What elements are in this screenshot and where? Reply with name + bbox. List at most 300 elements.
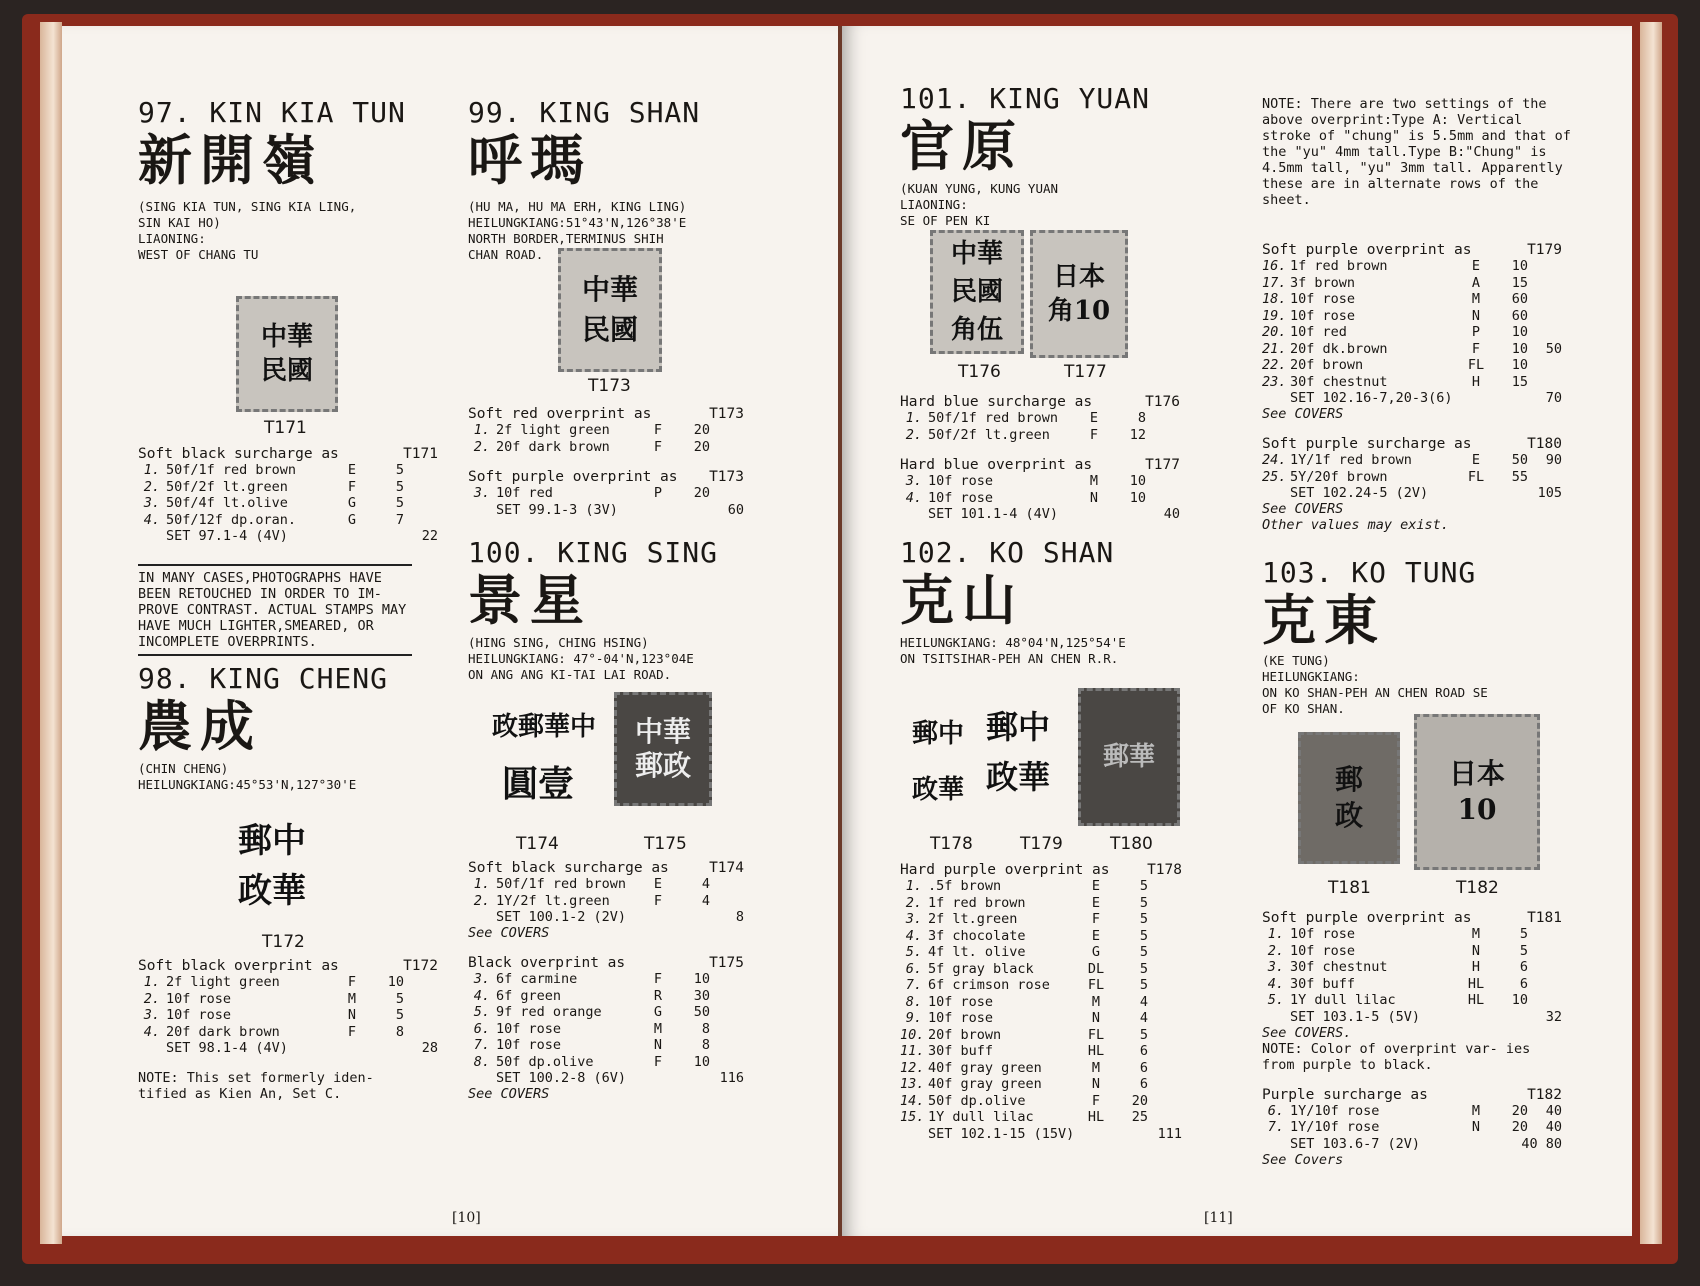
entry-chinese-name: 農成 (138, 694, 262, 758)
list-item-description: 30f chestnut (1290, 373, 1388, 390)
entry-99-list (468, 406, 744, 518)
list-item-used-value (1528, 374, 1562, 391)
list-item-condition: F (1091, 911, 1101, 927)
list-item-used-value (710, 485, 744, 502)
list-item-condition: M (1471, 291, 1481, 307)
list-item-used-value (710, 971, 744, 988)
list-item-description: 1Y/10f rose (1290, 1119, 1380, 1135)
list-item (468, 1054, 744, 1071)
list-item-description: 10f rose (496, 1037, 562, 1053)
list-item-number: 3. (143, 1007, 160, 1023)
list-item-used-value (710, 1054, 744, 1071)
list-item-condition: HL (1467, 975, 1485, 992)
list-item-description: 10f rose (496, 1020, 562, 1037)
list-item-value: 5 (1139, 878, 1148, 894)
list-item-used-value (1528, 275, 1562, 292)
list-item-used-value (1148, 1043, 1182, 1060)
list-item-value: 55 (1511, 468, 1528, 485)
list-header: Black overprint as T175 (468, 955, 744, 971)
list-item-value: 50 (693, 1004, 710, 1020)
overprint-t179: 郵中政華 (986, 708, 1051, 796)
list-item-value: 12 (1129, 426, 1146, 443)
list-item-condition: F (347, 478, 357, 495)
stamp-t173: 中華民國 (558, 248, 662, 372)
list-item (900, 1076, 1182, 1093)
list-item-description: 40f gray green (928, 1059, 1042, 1076)
list-item-value: 25 (1131, 1109, 1148, 1125)
list-item-number: 3. (473, 485, 490, 501)
set-total: SET 101.1-4 (4V) 40 (928, 506, 1180, 522)
entry-note: NOTE: Color of overprint var- ies from purple to black. (1262, 1040, 1531, 1073)
list-item-used-value (404, 462, 438, 479)
entry-103-list (1262, 910, 1562, 1168)
list-item-number: 13. (900, 1076, 925, 1092)
list-item-condition: M (1091, 993, 1101, 1010)
set-total: SET 102.24-5 (2V) 105 (1290, 485, 1562, 501)
list-item-value: 4 (1139, 1010, 1148, 1026)
list-item-used-value (1528, 992, 1562, 1009)
page-edge-right (1640, 22, 1662, 1244)
list-item-condition: F (347, 974, 357, 990)
stamp-label: T171 (264, 418, 307, 438)
list-item-number: 16. (1262, 258, 1287, 274)
list-item-condition: G (347, 495, 357, 511)
entry-chinese-name: 官原 (900, 114, 1024, 178)
list-item-number: 8. (905, 993, 922, 1010)
list-item-number: 5. (473, 1004, 490, 1020)
list-item-description: 6f green (496, 987, 562, 1004)
stamp-list (1262, 1103, 1562, 1136)
list-item-description: 1f red brown (928, 894, 1026, 911)
entry-title: 100. KING SING (468, 536, 719, 569)
list-item-used-value (710, 1037, 744, 1054)
entry-chinese-name: 新開嶺 (138, 128, 324, 192)
list-item-number: 2. (1267, 942, 1284, 959)
list-item-value: 4 (1139, 993, 1148, 1010)
list-item (1262, 1119, 1562, 1136)
list-item (468, 988, 744, 1005)
list-item (1262, 976, 1562, 993)
list-item-description: 5f gray black (928, 960, 1034, 977)
list-item-condition: E (1089, 410, 1099, 426)
list-item-condition: N (1091, 1076, 1101, 1092)
list-item-used-value (1528, 324, 1562, 341)
list-item-value: 8 (395, 1023, 404, 1040)
list-item-used-value (710, 876, 744, 893)
list-item (138, 495, 438, 512)
list-item-used-value (1148, 994, 1182, 1011)
list-item-number: 4. (1267, 975, 1284, 992)
stamp-label: T174 (516, 834, 559, 854)
list-item-used-value (404, 974, 438, 991)
list-item (900, 1010, 1182, 1027)
list-item-number: 1. (143, 974, 160, 990)
see-covers: See Covers (1262, 1151, 1344, 1168)
list-item-description: 5Y/20f brown (1290, 468, 1388, 485)
see-covers: See COVERS (1262, 406, 1344, 422)
entry-location: (SING KIA TUN, SING KIA LING, SIN KAI HO) LIAONING: WEST OF CHANG TU (138, 199, 357, 262)
list-item-number: 15. (900, 1109, 925, 1125)
list-item-number: 6. (1267, 1102, 1284, 1119)
stamp-t182: 日本10 (1414, 714, 1540, 870)
list-item (1262, 357, 1562, 374)
list-item-used-value (710, 422, 744, 439)
list-item-description: 1f red brown (1290, 258, 1388, 274)
list-item-description: 4f lt. olive (928, 944, 1026, 960)
list-item-condition: N (1471, 942, 1481, 959)
list-item (900, 895, 1182, 912)
list-item-description: 10f rose (1290, 291, 1356, 307)
list-item (468, 439, 744, 456)
list-item-description: 20f dk.brown (1290, 340, 1388, 357)
list-item-number: 3. (905, 911, 922, 927)
list-item (900, 911, 1182, 928)
list-item-value: 4 (701, 892, 710, 909)
entry-location: (KE TUNG) HEILUNGKIANG: ON KO SHAN-PEH AN CHEN ROAD SE OF KO SHAN. (1262, 653, 1488, 716)
stamp-list (900, 878, 1182, 1126)
setting-note: NOTE: There are two settings of the above overprint:Type A: Vertical stroke of "chung" is 5.5mm and that of the "yu" 4mm tall.Type B:"Chung" is 4.5mm tall, "yu" 3mm tall. Apparently these are in alternate rows of the sheet. (1262, 96, 1571, 208)
list-item-value: 5 (395, 1007, 404, 1023)
list-item-value: 5 (1139, 1026, 1148, 1043)
list-item (1262, 324, 1562, 341)
list-item-condition: N (653, 1037, 663, 1053)
list-header: Purple surcharge as T182 (1262, 1086, 1562, 1103)
list-item-number: 6. (473, 1020, 490, 1037)
list-item (1262, 469, 1562, 486)
list-item-number: 1. (473, 876, 490, 892)
list-item-used-value (1528, 291, 1562, 308)
list-item-number: 21. (1262, 340, 1287, 357)
list-item-used-value (404, 512, 438, 529)
list-item-condition: FL (1087, 1026, 1105, 1043)
list-item-number: 25. (1262, 468, 1287, 485)
list-item-condition: A (1471, 274, 1481, 291)
list-item (138, 462, 438, 479)
list-item-used-value (1148, 895, 1182, 912)
list-item-description: 1Y dull lilac (928, 1109, 1034, 1125)
list-item (1262, 258, 1562, 275)
list-item (468, 1004, 744, 1021)
entry-title: 97. KIN KIA TUN (138, 96, 406, 129)
list-item-condition: F (347, 1023, 357, 1040)
list-item-used-value (1528, 959, 1562, 976)
list-item-condition: F (1089, 426, 1099, 443)
list-item-used-value: 50 (1545, 340, 1562, 357)
list-item-used-value (404, 991, 438, 1008)
list-item-used-value (1148, 911, 1182, 928)
list-item-condition: F (1471, 340, 1481, 357)
list-item-condition: E (1091, 894, 1101, 911)
list-item-value: 6 (1519, 959, 1528, 975)
list-item-used-value (1148, 1093, 1182, 1110)
list-item-condition: N (347, 1007, 357, 1023)
entry-location: (KUAN YUNG, KUNG YUAN LIAONING: SE OF PEN KI (900, 181, 1059, 228)
entry-note: NOTE: This set formerly iden- tified as Kien An, Set C. (138, 1070, 374, 1102)
stamp-label: T172 (262, 932, 305, 952)
list-item-condition: N (1471, 307, 1481, 324)
list-item-number: 20. (1262, 324, 1287, 340)
list-item-value: 10 (1511, 340, 1528, 357)
list-item-description: 3f chocolate (928, 927, 1026, 944)
list-item-condition: HL (1087, 1043, 1105, 1059)
entry-chinese-name: 克山 (900, 568, 1024, 632)
set-total: SET 103.1-5 (5V) 32 (1290, 1008, 1562, 1025)
list-item-value: 60 (1511, 291, 1528, 307)
stamp-list (468, 422, 744, 455)
list-item-value: 6 (1139, 1076, 1148, 1092)
see-covers: See COVERS (1262, 501, 1344, 517)
list-item-used-value (1148, 1060, 1182, 1077)
list-item-value: 50 (1511, 452, 1528, 468)
page-number: [10] (452, 1210, 481, 1226)
list-header: Soft purple overprint as T181 (1262, 910, 1562, 926)
list-item-number: 3. (1267, 959, 1284, 975)
list-item-value: 15 (1511, 274, 1528, 291)
list-item-value: 8 (701, 1037, 710, 1053)
list-item-description: 10f red (1290, 324, 1347, 340)
list-item-number: 6. (905, 960, 922, 977)
list-item-used-value (710, 439, 744, 456)
list-item-value: 5 (1139, 944, 1148, 960)
stamp-t181: 郵政 (1298, 732, 1400, 864)
list-item-condition: P (653, 485, 663, 501)
list-item-used-value (1146, 490, 1180, 507)
stamp-t176: 中華民國角伍 (930, 230, 1024, 354)
list-item-description: 6f carmine (496, 971, 578, 987)
list-item-value: 20 (693, 422, 710, 438)
list-item-used-value (404, 479, 438, 496)
page-number: [11] (1204, 1210, 1233, 1226)
list-item-used-value (710, 988, 744, 1005)
entry-97-list (138, 446, 438, 544)
list-item-description: 50f/2f lt.green (928, 426, 1050, 443)
set-total: SET 100.1-2 (2V) 8 (496, 909, 744, 925)
list-item-value: 6 (1139, 1043, 1148, 1059)
list-item (900, 1043, 1182, 1060)
stamp-list (468, 971, 744, 1070)
list-item-used-value (1528, 469, 1562, 486)
list-item-description: 10f rose (166, 1007, 232, 1023)
list-item (138, 991, 438, 1008)
list-item-condition: G (1091, 944, 1101, 960)
list-item-used-value: 40 (1545, 1102, 1562, 1119)
list-item-condition: F (653, 1053, 663, 1070)
list-item-used-value (1148, 1027, 1182, 1044)
set-total: SET 102.16-7,20-3(6) 70 (1290, 390, 1562, 406)
list-item-number: 18. (1262, 291, 1287, 307)
list-item (900, 1060, 1182, 1077)
list-item (1262, 959, 1562, 976)
list-item-number: 2. (905, 894, 922, 911)
list-item-used-value: 90 (1545, 452, 1562, 468)
list-item (900, 1093, 1182, 1110)
stamp-t175: 中華郵政 (614, 692, 712, 806)
list-item (900, 994, 1182, 1011)
list-header: Hard blue surcharge as T176 (900, 394, 1180, 410)
entry-title: 98. KING CHENG (138, 662, 389, 695)
list-item (900, 878, 1182, 895)
list-item-value: 5 (1139, 911, 1148, 927)
list-item-description: 50f/12f dp.oran. (166, 511, 297, 528)
list-item (1262, 275, 1562, 292)
list-item-number: 24. (1262, 452, 1287, 468)
entry-103 (1262, 556, 1582, 717)
list-item-condition: G (653, 1004, 663, 1020)
list-item-description: 50f/1f red brown (166, 462, 297, 478)
entry-location: HEILUNGKIANG: 48°04'N,125°54'E ON TSITSIHAR-PEH AN CHEN R.R. (900, 635, 1126, 666)
list-item-number: 19. (1262, 307, 1287, 324)
list-item-description: 20f dark brown (166, 1023, 280, 1040)
list-item (1262, 943, 1562, 960)
list-item-value: 20 (1511, 1102, 1528, 1119)
list-item-number: 3. (143, 495, 160, 511)
list-item-used-value: 40 (1545, 1119, 1562, 1135)
list-item (468, 893, 744, 910)
entry-chinese-name: 呼瑪 (468, 128, 592, 192)
list-item (900, 473, 1180, 490)
list-item-description: 6f crimson rose (928, 977, 1050, 993)
list-item-description: 30f buff (928, 1043, 994, 1059)
list-item (900, 928, 1182, 945)
list-item-condition: F (653, 892, 663, 909)
list-item-used-value (1528, 976, 1562, 993)
list-item-value: 4 (701, 876, 710, 892)
list-item-number: 1. (473, 422, 490, 438)
entry-98 (138, 662, 438, 793)
list-item-condition: FL (1467, 357, 1485, 373)
list-item-value: 5 (1139, 927, 1148, 944)
list-item-number: 1. (905, 878, 922, 894)
list-item-description: 50f dp.olive (928, 1092, 1026, 1109)
list-item-value: 5 (1139, 977, 1148, 993)
list-item-condition: E (347, 462, 357, 478)
list-item-description: 10f rose (928, 489, 994, 506)
list-header: Hard blue overprint as T177 (900, 457, 1180, 473)
stamp-label: T177 (1064, 362, 1107, 382)
stamp-list (138, 462, 438, 528)
list-item-number: 3. (473, 971, 490, 987)
list-item (468, 876, 744, 893)
list-item-description: 30f buff (1290, 975, 1356, 992)
list-item-description: 2f light green (166, 974, 280, 990)
list-item-description: 20f brown (1290, 357, 1364, 373)
other-values-note: Other values may exist. (1262, 517, 1449, 533)
list-item (468, 971, 744, 988)
list-item (468, 1021, 744, 1038)
list-item-condition: F (653, 438, 663, 455)
list-item-condition: M (347, 990, 357, 1007)
list-item-condition: E (653, 876, 663, 892)
list-item-value: 6 (1519, 975, 1528, 992)
entry-chinese-name: 景星 (468, 568, 592, 632)
list-item-used-value (1528, 926, 1562, 943)
list-item-number: 4. (473, 987, 490, 1004)
list-item (900, 410, 1180, 427)
list-item (1262, 452, 1562, 469)
set-total: SET 98.1-4 (4V) 28 (166, 1040, 438, 1056)
list-item-description: 20f dark brown (496, 438, 610, 455)
list-item (900, 490, 1180, 507)
right-page (842, 26, 1632, 1236)
list-header: Soft purple overprint as T173 (468, 469, 744, 485)
list-item-number: 4. (143, 1023, 160, 1040)
list-item (900, 1109, 1182, 1126)
list-item-condition: G (347, 511, 357, 528)
list-item-condition: F (653, 422, 663, 438)
list-item-description: 10f rose (928, 473, 994, 489)
list-item (138, 974, 438, 991)
stamp-list (900, 473, 1180, 506)
entry-102-extra-list (1262, 242, 1562, 533)
stamp-list (468, 485, 744, 502)
list-item-number: 4. (905, 927, 922, 944)
list-item-number: 1. (905, 410, 922, 426)
list-item (468, 1037, 744, 1054)
see-covers: See COVERS (468, 925, 550, 941)
list-item-value: 10 (1129, 489, 1146, 506)
entry-99 (468, 96, 768, 263)
list-item-value: 10 (693, 971, 710, 987)
list-item-used-value (404, 495, 438, 512)
stamp-list (1262, 926, 1562, 1009)
retouch-notice: IN MANY CASES,PHOTOGRAPHS HAVE BEEN RETOUCHED IN ORDER TO IM- PROVE CONTRAST. ACTUAL STAMPS MAY HAVE MUCH LIGHTER,SMEARED, OR INCOMPLETE OVERPRINTS. (138, 564, 412, 656)
list-item-condition: M (1471, 1102, 1481, 1119)
list-item-condition: E (1091, 878, 1101, 894)
list-item-number: 4. (143, 511, 160, 528)
stamp-label: T178 (930, 834, 973, 854)
list-item-number: 2. (143, 478, 160, 495)
list-item-value: 10 (387, 974, 404, 990)
list-item-used-value (1148, 1010, 1182, 1027)
list-item-value: 6 (1139, 1059, 1148, 1076)
entry-101 (900, 82, 1200, 229)
list-item (1262, 341, 1562, 358)
entry-location: (HU MA, HU MA ERH, KING LING) HEILUNGKIANG:51°43'N,126°38'E NORTH BORDER,TERMINUS SHIH CHAN ROAD. (468, 199, 687, 262)
list-item-value: 5 (1519, 942, 1528, 959)
list-item-description: .5f brown (928, 878, 1002, 894)
list-item-description: 30f chestnut (1290, 959, 1388, 975)
list-header: Soft black surcharge as T171 (138, 446, 438, 462)
list-item-description: 2f lt.green (928, 911, 1018, 927)
list-item-number: 12. (900, 1059, 925, 1076)
list-item-used-value (1146, 410, 1180, 427)
list-item-condition: P (1471, 324, 1481, 340)
list-header: Soft red overprint as T173 (468, 406, 744, 422)
stamp-list (468, 876, 744, 909)
list-item-condition: H (1471, 373, 1481, 390)
list-item-used-value (1528, 308, 1562, 325)
list-item-condition: N (1471, 1119, 1481, 1135)
stamp-label: T181 (1328, 878, 1371, 898)
see-covers: See COVERS. (1262, 1024, 1352, 1041)
list-item-condition: M (1089, 473, 1099, 489)
list-item-used-value (1528, 357, 1562, 374)
overprint-t174-value: 圓壹 (502, 763, 575, 805)
list-header: Soft black surcharge as T174 (468, 860, 744, 876)
list-item-condition: HL (1467, 992, 1485, 1008)
stamp-label: T179 (1020, 834, 1063, 854)
entry-title: 102. KO SHAN (900, 536, 1115, 569)
list-header: Soft purple overprint as T179 (1262, 242, 1562, 258)
list-item (900, 977, 1182, 994)
list-item-condition: HL (1087, 1109, 1105, 1125)
list-item-description: 20f brown (928, 1026, 1002, 1043)
list-item-condition: DL (1087, 960, 1105, 977)
overprint-t172: 郵中政華 (238, 821, 306, 911)
list-header: Soft purple surcharge as T180 (1262, 436, 1562, 452)
stamp-label: T173 (588, 376, 631, 396)
list-item-value: 10 (1511, 992, 1528, 1008)
